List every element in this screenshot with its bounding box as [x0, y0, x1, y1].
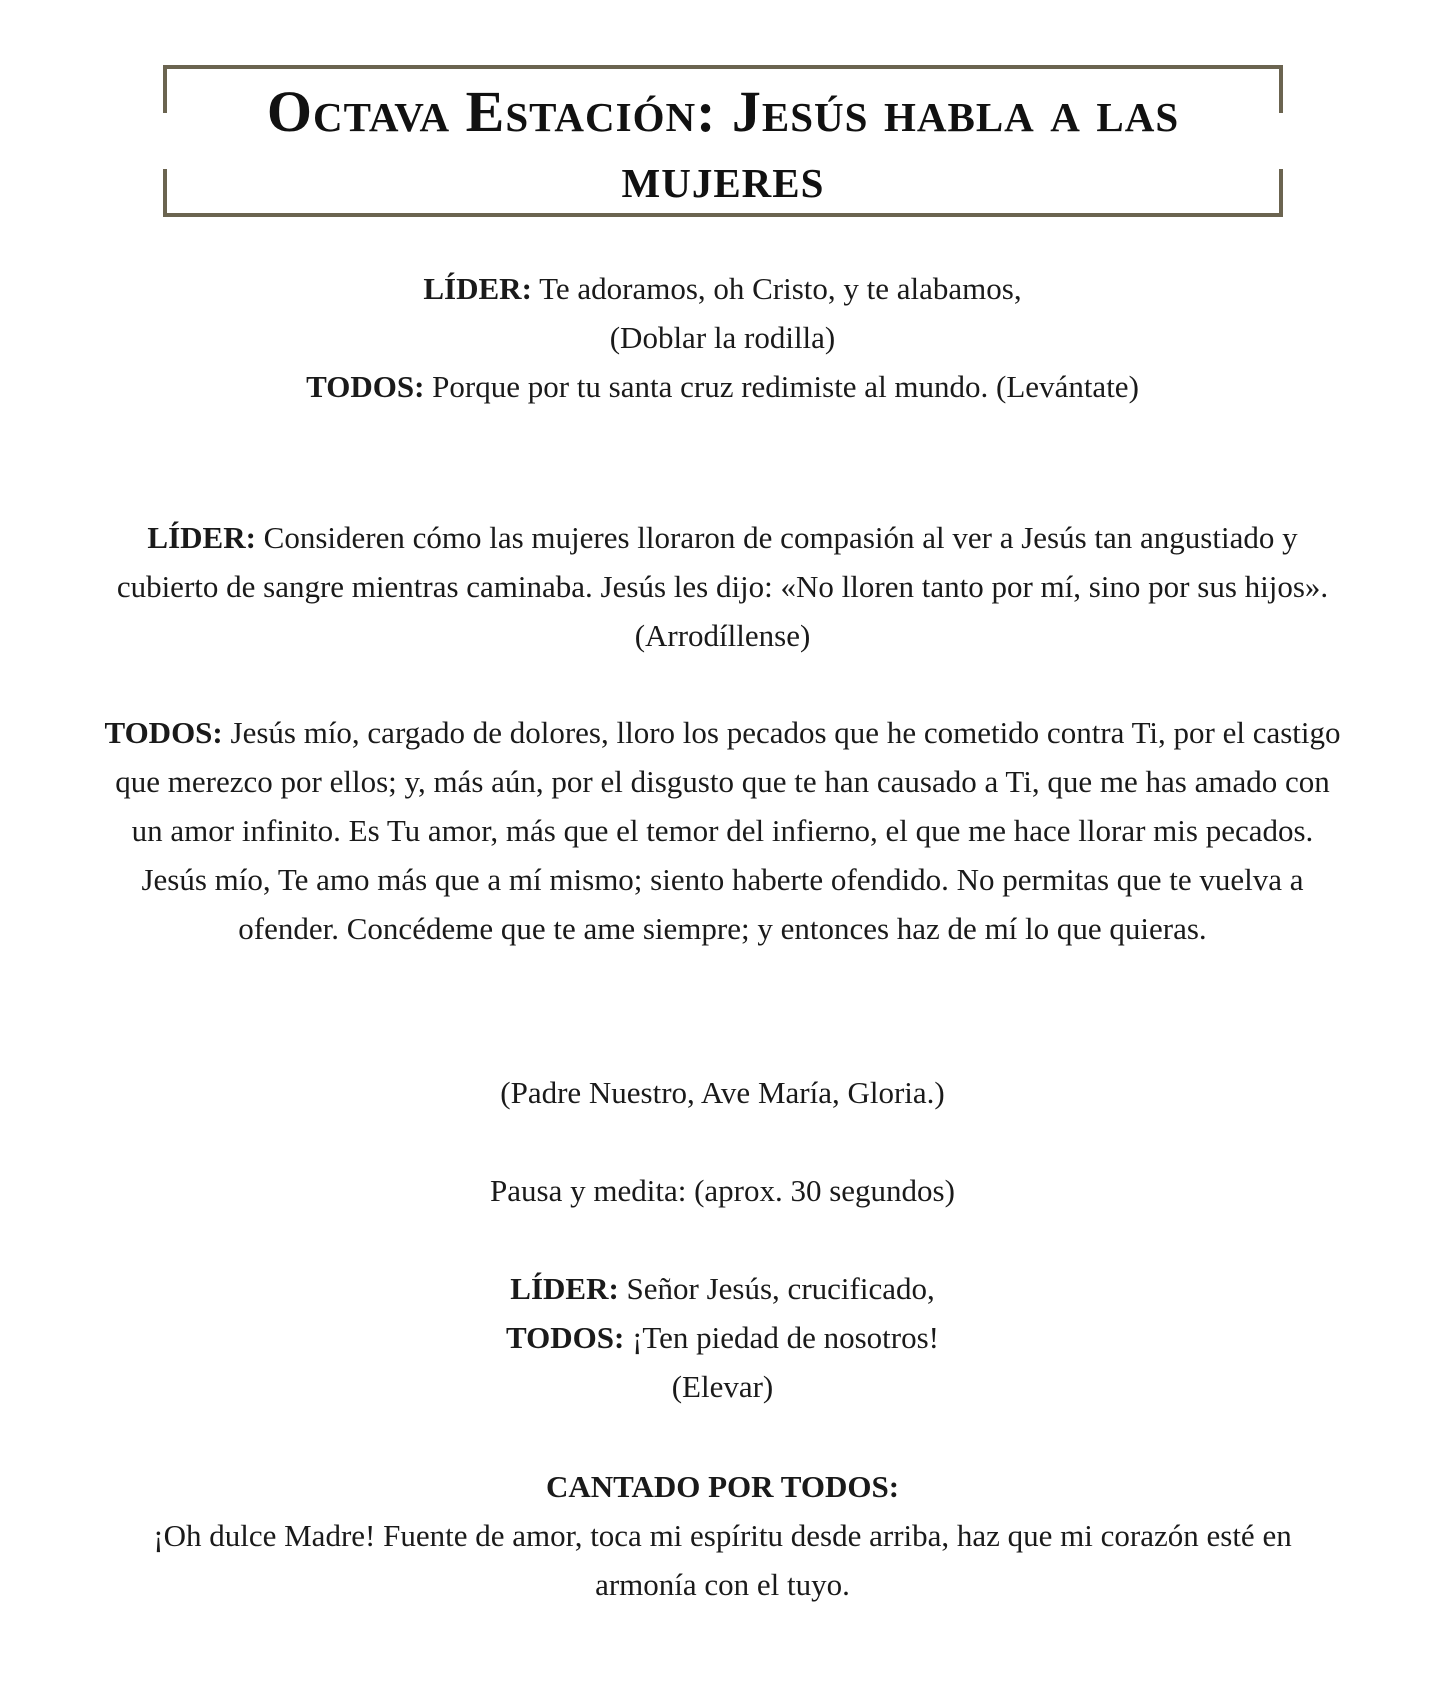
frame-top-border	[163, 65, 1283, 69]
all-text: ¡Ten piedad de nosotros!	[624, 1320, 939, 1355]
opening-all-line	[100, 362, 1345, 411]
closing-leader-line	[100, 1264, 1345, 1313]
leader-label: LÍDER:	[147, 520, 256, 555]
prayer-text: Jesús mío, cargado de dolores, lloro los pecados que he cometido contra Ti, por el castigo que merezco por ellos; y, más aún, por el disgusto que te han causado a Ti, que me has amado con un amor infinito. Es Tu amor, más que el temor del infierno, el que me hace llorar mis pecados. Jesús mío, Te amo más que a mí mismo; siento haberte ofendido. No permitas que te vuelva a ofender. Concédeme que te ame siempre; y entonces haz de mí lo que quieras.	[115, 715, 1341, 946]
all-text: Porque por tu santa cruz redimiste al mundo. (Levántate)	[424, 369, 1139, 404]
closing-instruction: (Elevar)	[671, 1369, 774, 1404]
song-section	[100, 1462, 1345, 1609]
all-label: TODOS:	[506, 1320, 625, 1355]
leader-text: Señor Jesús, crucificado,	[618, 1271, 935, 1306]
meditation-text: Consideren cómo las mujeres lloraron de compasión al ver a Jesús tan angustiado y cubierto de sangre mientras caminaba. Jesús les dijo: «No lloren tanto por mí, sino por sus hijos». (Arrodíllense)	[116, 520, 1329, 653]
leader-label: LÍDER:	[510, 1271, 619, 1306]
opening-section	[100, 264, 1345, 411]
leader-label: LÍDER:	[423, 271, 532, 306]
meditation-paragraph	[100, 513, 1345, 660]
frame-bottom-border	[163, 213, 1283, 217]
opening-instruction: (Doblar la rodilla)	[609, 320, 836, 355]
prayers-list: (Padre Nuestro, Ave María, Gloria.)	[500, 1075, 945, 1110]
song-label: CANTADO POR TODOS:	[545, 1469, 900, 1504]
page-title: Octava Estación: Jesús habla a las mujeres	[266, 79, 1180, 210]
all-label: TODOS:	[306, 369, 425, 404]
leader-text: Te adoramos, oh Cristo, y te alabamos,	[531, 271, 1022, 306]
opening-leader-line	[100, 264, 1345, 313]
all-label: TODOS:	[104, 715, 223, 750]
title-frame	[163, 65, 1283, 217]
closing-section	[100, 1264, 1345, 1411]
song-text: ¡Oh dulce Madre! Fuente de amor, toca mi espíritu desde arriba, haz que mi corazón esté en armonía con el tuyo.	[153, 1518, 1292, 1602]
pause-instruction: Pausa y medita: (aprox. 30 segundos)	[490, 1173, 955, 1208]
closing-all-line	[100, 1313, 1345, 1362]
prayer-paragraph	[100, 708, 1345, 953]
